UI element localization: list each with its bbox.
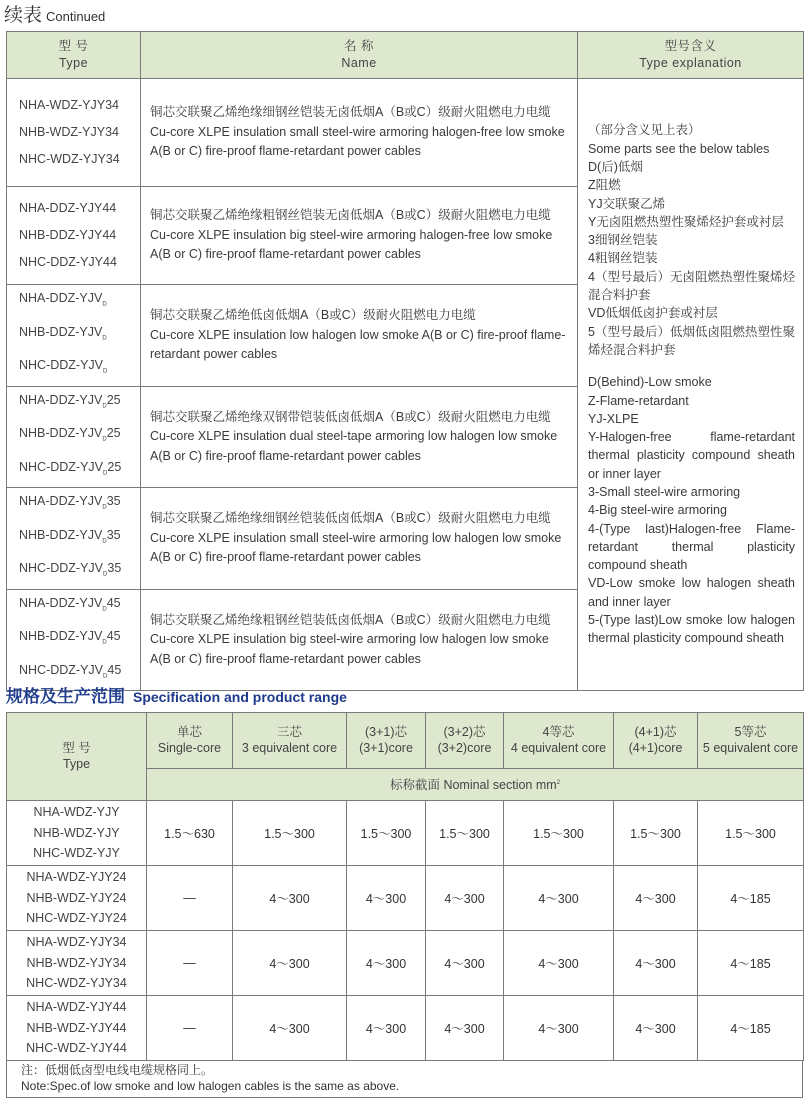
explanation-line: 3-Small steel-wire armoring (588, 484, 741, 499)
model-base: NHA-DDZ-YJV (19, 595, 103, 610)
value-cell: 1.5～300 (233, 801, 347, 866)
table-header-row (7, 32, 804, 79)
column-zh: (3+2)芯 (443, 725, 486, 739)
name-cell (141, 79, 578, 187)
value-cell: 4～185 (698, 866, 804, 931)
value-cell: 4～300 (347, 931, 426, 996)
name-zh: 铜芯交联聚乙烯绝缘粗钢丝铠装低卤低烟A（B或C）级耐火阻燃电力电缆 (150, 612, 551, 627)
model-code (19, 285, 140, 319)
unit-superscript: 2 (556, 779, 561, 786)
note-zh: 注：低烟低卤型电线电缆规格同上。 (21, 1063, 214, 1077)
model-cell (7, 79, 141, 187)
name-en: Cu-core XLPE insulation small steel-wire armoring halogen-free low smoke A(B or C) fire-proof flame-retardant power cables (150, 124, 565, 159)
table-note (6, 1060, 803, 1098)
model-suffix: 35 (106, 494, 121, 508)
model-code (19, 522, 140, 556)
model-code: NHC-WDZ-YJY (33, 846, 120, 861)
model-code (19, 555, 140, 589)
value-cell: 1.5～300 (426, 801, 504, 866)
table-row (7, 931, 804, 996)
type-explanation-cell (578, 79, 804, 691)
model-code (19, 488, 140, 522)
value-cell: 4～300 (233, 931, 347, 996)
model-code: NHC-WDZ-YJY24 (26, 911, 127, 926)
value-cell: 4～185 (698, 931, 804, 996)
value-cell: 4～300 (504, 866, 614, 931)
name-cell (141, 285, 578, 387)
explanation-line: VD-Low smoke low halogen sheath and inner layer (588, 576, 795, 609)
name-zh: 铜芯交联聚乙烯绝缘细钢丝铠装无卤低烟A（B或C）级耐火阻燃电力电缆 (150, 105, 551, 120)
model-code: NHB-WDZ-YJY (33, 825, 120, 840)
value-cell: 4～300 (233, 866, 347, 931)
header-name-en: Name (341, 56, 377, 70)
model-subscript: D (102, 606, 107, 612)
value-cell: 1.5～300 (347, 801, 426, 866)
header-name-zh: 名 称 (344, 39, 374, 53)
value-cell: 1.5～300 (698, 801, 804, 866)
model-code (19, 623, 140, 657)
section-title-en: Continued (46, 9, 106, 24)
explanation-line: 4-Big steel-wire armoring (588, 503, 727, 518)
model-code (19, 590, 140, 624)
model-code: NHB-DDZ-YJY44 (19, 228, 117, 242)
header-type-en: Type (58, 56, 89, 70)
column-zh: 4等芯 (542, 725, 575, 739)
explanation-spacer (588, 359, 795, 373)
explanation-line: 3细钢丝铠装 (588, 233, 658, 248)
model-base: NHA-DDZ-YJV (19, 291, 103, 305)
column-en: 4 equivalent core (510, 740, 607, 755)
explanation-line: Some parts see the below tables (588, 141, 770, 156)
value-cell: — (147, 866, 233, 931)
name-zh: 铜芯交联聚乙烯绝缘粗钢丝铠装无卤低烟A（B或C）级耐火阻燃电力电缆 (150, 208, 551, 223)
name-cell (141, 488, 578, 590)
model-base: NHC-DDZ-YJV (19, 459, 104, 474)
column-zh: 5等芯 (734, 725, 767, 739)
value-cell: 4～300 (504, 931, 614, 996)
header-expl-zh: 型号含义 (664, 39, 717, 53)
table-row (7, 79, 804, 187)
explanation-line: 5（型号最后）低烟低卤阻燃热塑性聚烯烃混合料护套 (588, 324, 795, 357)
explanation-line: （部分含义见上表） (588, 123, 701, 138)
name-cell (141, 589, 578, 691)
model-subscript: D (102, 639, 107, 646)
model-code: NHA-WDZ-YJY34 (26, 935, 127, 950)
model-code: NHC-DDZ-YJY44 (19, 255, 117, 269)
model-code (19, 420, 140, 454)
header-3plus2-core (426, 713, 504, 769)
table-row (7, 801, 804, 866)
model-code: NHC-WDZ-YJY44 (26, 1041, 127, 1056)
name-en: Cu-core XLPE insulation dual steel-tape armoring low halogen low smoke A(B or C) fire-proof flame-retardant power cables (150, 429, 558, 463)
header-5-core (698, 713, 804, 769)
explanation-line: 4-(Type last)Halogen-free Flame-retardant thermal plasticity compound sheath (588, 521, 795, 573)
name-en: Cu-core XLPE insulation big steel-wire armoring halogen-free low smoke A(B or C) fire-proof flame-retardant power cables (150, 227, 553, 262)
model-code: NHC-WDZ-YJY34 (26, 976, 127, 991)
model-cell (7, 996, 147, 1061)
model-subscript: D (103, 470, 108, 476)
model-base: NHB-DDZ-YJV (19, 527, 103, 542)
nominal-section-label: 标称截面 Nominal section mm (389, 777, 557, 792)
section-title-en: Specification and product range (133, 689, 347, 705)
model-suffix: 25 (106, 392, 121, 407)
header-type-en: Type (62, 756, 91, 771)
model-code: NHB-WDZ-YJY24 (26, 890, 127, 905)
name-zh: 铜芯交联聚乙烯绝低卤低烟A（B或C）级耐火阻燃电力电缆 (150, 308, 476, 322)
value-cell: 4～300 (614, 866, 698, 931)
type-name-table (6, 31, 804, 691)
model-base: NHA-DDZ-YJV (19, 392, 103, 407)
model-subscript: D (102, 436, 107, 443)
model-base: NHB-DDZ-YJV (19, 324, 103, 339)
model-base: NHC-DDZ-YJV (19, 561, 104, 575)
explanation-line: 5-(Type last)Low smoke low halogen thermal plasticity compound sheath (588, 613, 795, 646)
column-en: Single-core (157, 740, 222, 755)
model-code: NHB-WDZ-YJY34 (26, 955, 127, 970)
model-subscript: D (103, 368, 108, 375)
section-title-zh: 续表 (4, 5, 43, 26)
value-cell: 4～300 (233, 996, 347, 1061)
model-code: NHA-WDZ-YJY34 (19, 98, 120, 112)
name-cell (141, 386, 578, 488)
note-en: Note:Spec.of low smoke and low halogen cables is the same as above. (21, 1079, 400, 1093)
model-code: NHA-WDZ-YJY (33, 805, 120, 820)
model-base: NHA-DDZ-YJV (19, 494, 103, 508)
value-cell: 4～300 (614, 996, 698, 1061)
explanation-line: YJ-XLPE (588, 411, 639, 426)
section-title-continued (4, 4, 105, 28)
column-en: 3 equivalent core (241, 740, 338, 755)
table-header-row (7, 713, 804, 769)
name-zh: 铜芯交联聚乙烯绝缘双钢带铠装低卤低烟A（B或C）级耐火阻燃电力电缆 (150, 409, 551, 424)
model-base: NHB-DDZ-YJV (19, 629, 103, 643)
model-base: NHB-DDZ-YJV (19, 426, 103, 440)
column-en: (3+1)core (359, 740, 413, 755)
value-cell: 4～300 (504, 996, 614, 1061)
column-en: 5 equivalent core (702, 740, 799, 755)
value-cell: 4～300 (347, 996, 426, 1061)
header-type-zh: 型 号 (62, 741, 91, 755)
explanation-line: D(Behind)-Low smoke (588, 375, 712, 390)
model-suffix: 25 (106, 426, 121, 440)
model-cell (7, 931, 147, 996)
header-type (7, 32, 141, 79)
model-cell (7, 866, 147, 931)
header-type (7, 713, 147, 801)
explanation-line: 4（型号最后）无卤阻燃热塑性聚烯烃混合料护套 (588, 269, 795, 303)
model-suffix: 25 (107, 459, 122, 474)
value-cell: — (147, 931, 233, 996)
table-row (7, 866, 804, 931)
model-cell (7, 488, 141, 590)
header-name (141, 32, 578, 79)
model-suffix: 35 (106, 527, 121, 542)
section-title-specification (6, 684, 347, 710)
column-zh: 三芯 (276, 725, 302, 739)
model-base: NHC-DDZ-YJV (19, 358, 104, 372)
header-expl-en: Type explanation (639, 56, 742, 70)
explanation-line: D(后)低烟 (588, 159, 643, 174)
header-4-core (504, 713, 614, 769)
model-subscript: D (102, 301, 107, 308)
model-cell (7, 285, 141, 387)
model-code: NHB-WDZ-YJY34 (19, 125, 120, 139)
column-en: (3+2)core (437, 740, 492, 755)
column-zh: (3+1)芯 (364, 725, 408, 739)
header-single-core (147, 713, 233, 769)
model-subscript: D (102, 335, 107, 341)
model-cell (7, 386, 141, 488)
model-code (19, 387, 140, 421)
header-4plus1-core (614, 713, 698, 769)
name-cell (141, 187, 578, 285)
model-code (19, 352, 140, 386)
model-code: NHB-WDZ-YJY44 (26, 1020, 127, 1035)
model-cell (7, 801, 147, 866)
header-3-core (233, 713, 347, 769)
value-cell: 4～185 (698, 996, 804, 1061)
explanation-line: Z-Flame-retardant (588, 393, 689, 408)
value-cell: 4～300 (347, 866, 426, 931)
value-cell: 4～300 (614, 931, 698, 996)
name-en: Cu-core XLPE insulation low halogen low smoke A(B or C) fire-proof flame-retardant power cables (150, 327, 566, 361)
model-subscript: D (102, 538, 107, 544)
header-3plus1-core (347, 713, 426, 769)
model-suffix: 35 (107, 561, 122, 575)
value-cell: 1.5～630 (147, 801, 233, 866)
explanation-line: 4粗钢丝铠装 (588, 251, 658, 266)
model-cell (7, 589, 141, 691)
model-suffix: 45 (106, 629, 121, 643)
model-subscript: D (102, 403, 107, 409)
model-code: NHA-WDZ-YJY24 (26, 870, 127, 885)
value-cell: 1.5～300 (614, 801, 698, 866)
explanation-line: Y无卤阻燃热塑性聚烯烃护套或衬层 (588, 214, 784, 229)
model-code (19, 454, 140, 488)
value-cell: 4～300 (426, 931, 504, 996)
name-en: Cu-core XLPE insulation small steel-wire armoring low halogen low smoke A(B or C) fire-proof flame-retardant power cables (150, 530, 562, 564)
model-code: NHA-WDZ-YJY44 (26, 1000, 127, 1015)
model-suffix: 45 (106, 595, 121, 610)
explanation-line: Y-Halogen-free flame-retardant thermal plasticity compound sheath or inner layer (588, 430, 795, 481)
name-zh: 铜芯交联聚乙烯绝缘细钢丝铠装低卤低烟A（B或C）级耐火阻燃电力电缆 (150, 511, 551, 525)
name-en: Cu-core XLPE insulation big steel-wire armoring low halogen low smoke A(B or C) fire-proof flame-retardant power cables (150, 632, 549, 666)
value-cell: 4～300 (426, 996, 504, 1061)
header-explanation (578, 32, 804, 79)
value-cell: — (147, 996, 233, 1061)
explanation-line: VD低烟低卤护套或衬层 (588, 306, 718, 321)
column-en: (4+1)core (628, 740, 683, 755)
section-title-zh: 规格及生产范围 (6, 687, 125, 706)
model-code: NHA-DDZ-YJY44 (19, 201, 117, 215)
model-base: NHC-DDZ-YJV (19, 662, 104, 677)
model-subscript: D (103, 571, 108, 578)
model-subscript: D (102, 504, 107, 511)
specification-table (6, 712, 804, 1061)
model-suffix: 45 (107, 662, 122, 677)
explanation-line: Z阻燃 (588, 178, 621, 193)
table-row (7, 996, 804, 1061)
explanation-line: YJ交联聚乙烯 (588, 196, 666, 211)
column-zh: 单芯 (176, 725, 202, 739)
model-subscript: D (103, 673, 108, 679)
value-cell: 4～300 (426, 866, 504, 931)
header-type-zh: 型 号 (58, 39, 89, 53)
column-zh: (4+1)芯 (634, 725, 677, 739)
value-cell: 1.5～300 (504, 801, 614, 866)
model-code (19, 319, 140, 353)
model-code: NHC-WDZ-YJY34 (19, 152, 120, 166)
nominal-section-header (147, 769, 804, 801)
model-cell (7, 187, 141, 285)
